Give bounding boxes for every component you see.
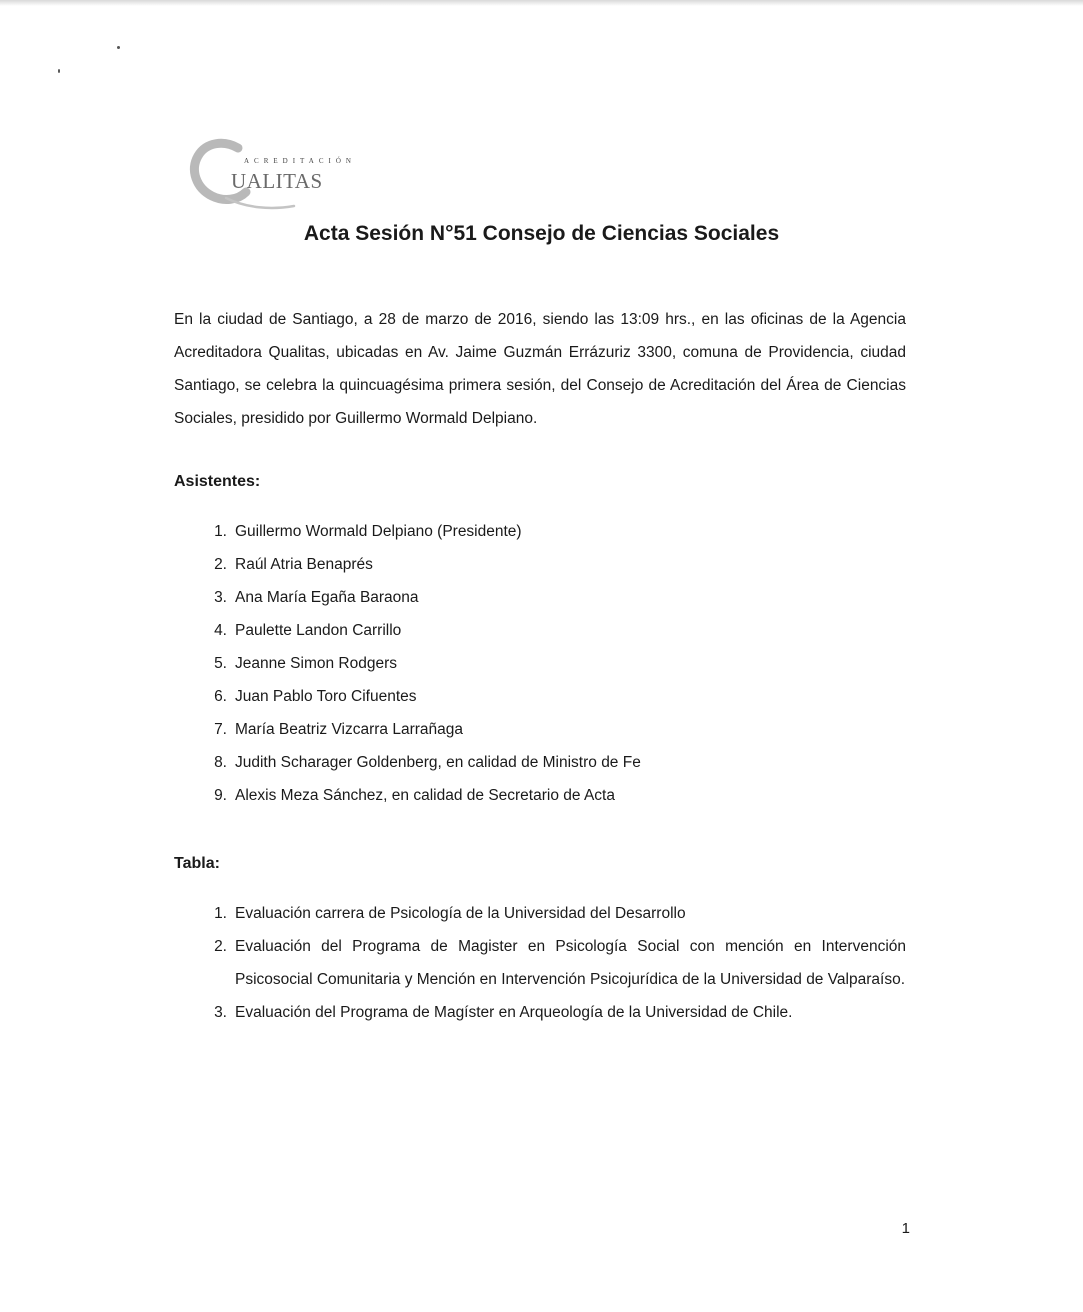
list-item [174,548,906,581]
attendees-list [174,515,906,812]
list-number: 3. [214,1004,227,1021]
list-number: 5. [214,655,227,672]
attendee-name: Raúl Atria Benaprés [235,556,373,573]
agenda-item-text: Evaluación del Programa de Magister en Psicología Social con mención en Intervención Psicosocial Comunitaria y Mención en Intervención Psicojurídica de la Universidad de Valparaíso. [235,938,906,988]
agenda-item-text: Evaluación del Programa de Magíster en Arqueología de la Universidad de Chile. [235,1004,793,1021]
attendees-heading: Asistentes: [174,473,261,490]
list-item [174,779,906,812]
list-number: 3. [214,589,227,606]
document-title: Acta Sesión N°51 Consejo de Ciencias Sociales [303,222,780,245]
list-number: 7. [214,721,227,738]
agenda-list [174,897,906,1029]
page-number: 1 [901,1220,910,1237]
list-number: 1. [214,905,227,922]
list-number: 4. [214,622,227,639]
attendee-name: María Beatriz Vizcarra Larrañaga [235,721,464,738]
attendee-name: Paulette Landon Carrillo [235,622,402,639]
list-item [174,647,906,680]
qualitas-logo [176,136,366,216]
list-item [174,680,906,713]
attendee-name: Judith Scharager Goldenberg, en calidad de Ministro de Fe [235,754,641,771]
scan-edge-shadow [0,0,1083,6]
list-number: 2. [214,556,227,573]
agenda-heading: Tabla: [174,855,220,872]
attendee-name: Juan Pablo Toro Cifuentes [235,688,417,705]
list-item [174,897,906,930]
intro-paragraph: En la ciudad de Santiago, a 28 de marzo de 2016, siendo las 13:09 hrs., en las oficinas de la Agencia Acreditadora Qualitas, ubicadas en Av. Jaime Guzmán Errázuriz 3300, comuna de Providencia, ciudad Santiago, se celebra la quincuagésima primera sesión, del Consejo de Acreditación del Área de Ciencias Sociales, presidido por Guillermo Wormald Delpiano. [174,311,906,427]
list-item [174,515,906,548]
list-number: 6. [214,688,227,705]
list-item [174,746,906,779]
list-number: 9. [214,787,227,804]
logo-wordmark: UALITAS [231,169,323,193]
list-item [174,930,906,996]
logo-tagline: ACREDITACIÓN [244,157,356,165]
list-item [174,614,906,647]
scan-speck [117,46,120,49]
list-number: 1. [214,523,227,540]
list-item [174,996,906,1029]
attendee-name: Jeanne Simon Rodgers [235,655,397,672]
attendee-name: Ana María Egaña Baraona [235,589,419,606]
list-number: 2. [214,938,227,955]
attendee-name: Alexis Meza Sánchez, en calidad de Secretario de Acta [235,787,615,804]
list-item [174,581,906,614]
list-number: 8. [214,754,227,771]
agenda-item-text: Evaluación carrera de Psicología de la Universidad del Desarrollo [235,905,686,922]
attendee-name: Guillermo Wormald Delpiano (Presidente) [235,523,522,540]
list-item [174,713,906,746]
scan-speck [58,69,60,73]
